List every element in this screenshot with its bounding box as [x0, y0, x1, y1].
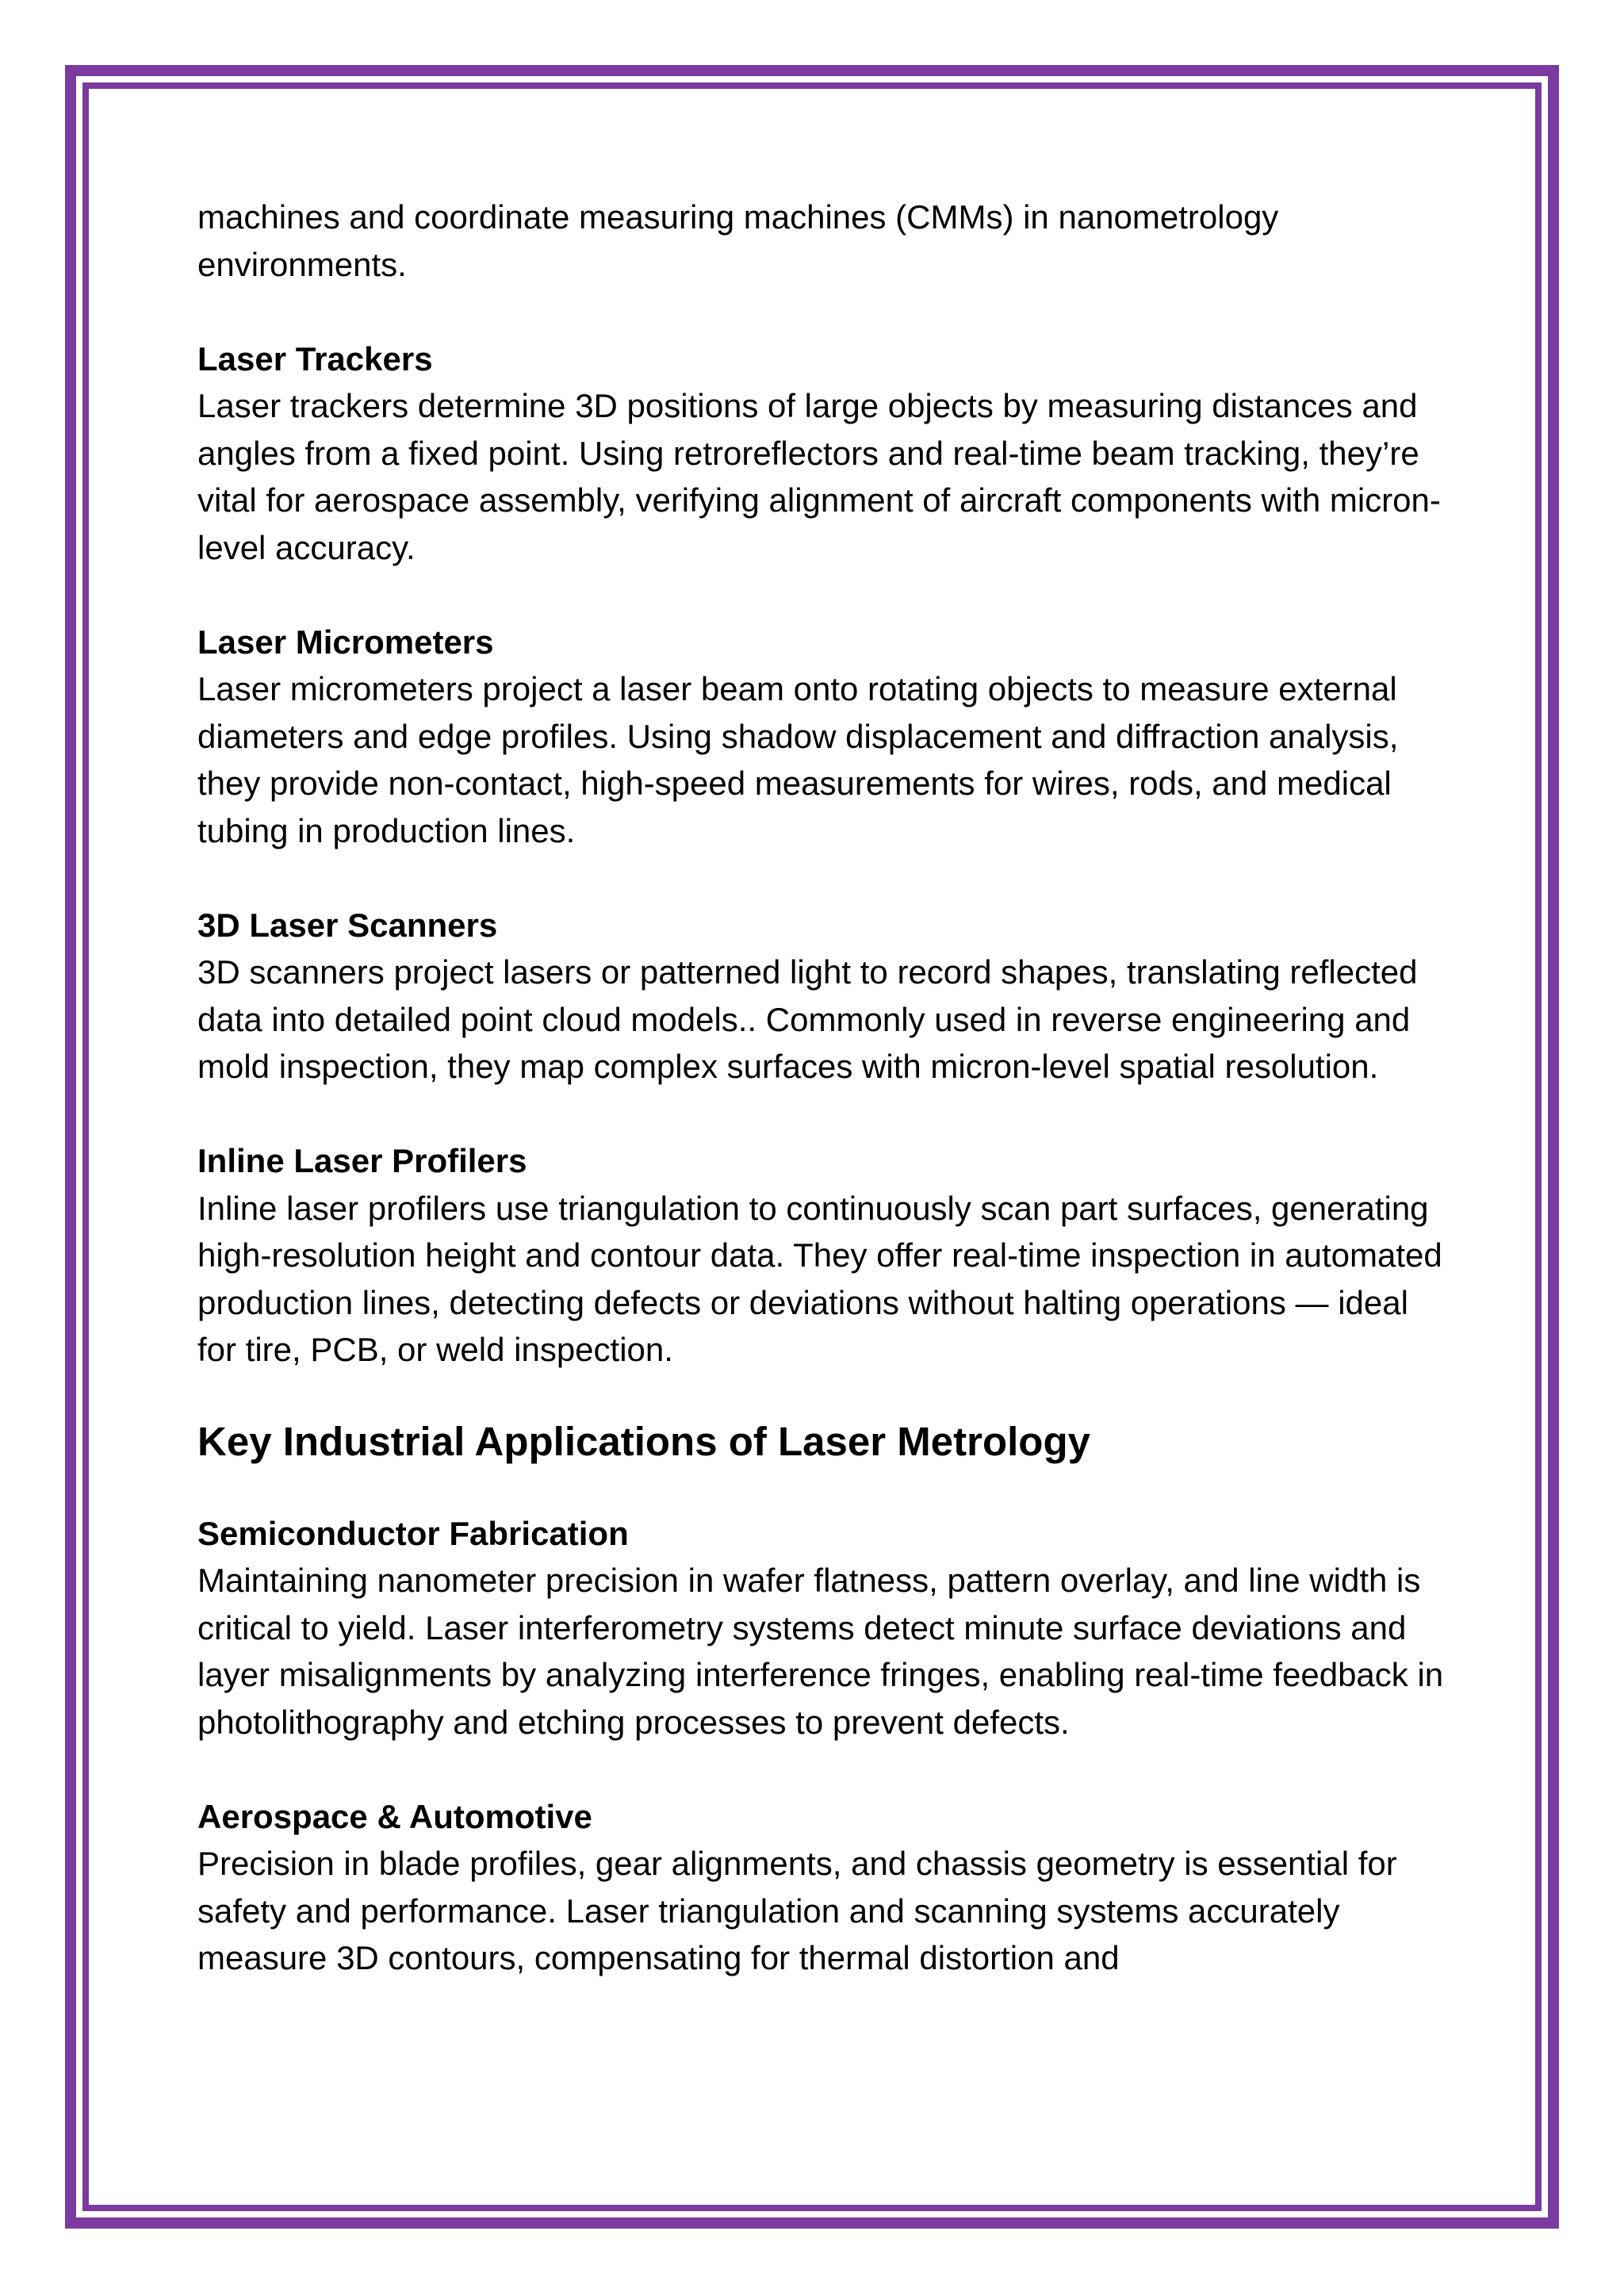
- application-description: Precision in blade profiles, gear alignments, and chassis geometry is essential for safety and performance. Laser triangulation and scanning systems accurately measure 3D contours, compensating for thermal distortion and: [197, 1845, 1397, 1976]
- document-body: [197, 194, 1450, 2029]
- instrument-heading: Inline Laser Profilers: [197, 1142, 527, 1179]
- section-title: Key Industrial Applications of Laser Metrology: [197, 1418, 1090, 1464]
- intro-block: [197, 194, 1450, 288]
- instrument-inline-laser-profilers: [197, 1137, 1450, 1374]
- instrument-description: Laser micrometers project a laser beam onto rotating objects to measure external diameters and edge profiles. Using shadow displacement and diffraction analysis, they provide non-contact, high-speed measurements for wires, rods, and medical tubing in production lines.: [197, 670, 1399, 849]
- instrument-laser-trackers: [197, 335, 1450, 572]
- application-heading: Aerospace & Automotive: [197, 1797, 592, 1835]
- application-description: Maintaining nanometer precision in wafer flatness, pattern overlay, and line width is critical to yield. Laser interferometry systems detect minute surface deviations and layer misalignments by analyzing interference fringes, enabling real-time feedback in photolithography and etching processes to prevent defects.: [197, 1562, 1444, 1741]
- instrument-laser-micrometers: [197, 619, 1450, 855]
- application-semiconductor-fabrication: [197, 1510, 1450, 1746]
- intro-paragraph: machines and coordinate measuring machines (CMMs) in nanometrology environments.: [197, 198, 1279, 283]
- instrument-description: Laser trackers determine 3D positions of large objects by measuring distances and angles from a fixed point. Using retroreflectors and real-time beam tracking, they’re vital for aerospace assembly, verifying alignment of aircraft components with micron-level accuracy.: [197, 387, 1441, 566]
- instrument-heading: Laser Micrometers: [197, 623, 494, 661]
- application-heading: Semiconductor Fabrication: [197, 1514, 629, 1552]
- instrument-description: 3D scanners project lasers or patterned light to record shapes, translating reflected data into detailed point cloud models.. Commonly used in reverse engineering and mold inspection, they map complex surfaces with micron-level spatial resolution.: [197, 953, 1418, 1085]
- instrument-3d-laser-scanners: [197, 902, 1450, 1091]
- instrument-heading: Laser Trackers: [197, 339, 433, 378]
- application-aerospace-automotive: [197, 1793, 1450, 1982]
- instrument-heading: 3D Laser Scanners: [197, 906, 498, 944]
- instrument-description: Inline laser profilers use triangulation to continuously scan part surfaces, generating high-resolution height and contour data. They offer real-time inspection in automated production lines, detecting defects or deviations without halting operations — ideal for tire, PCB, or weld inspection.: [197, 1189, 1442, 1368]
